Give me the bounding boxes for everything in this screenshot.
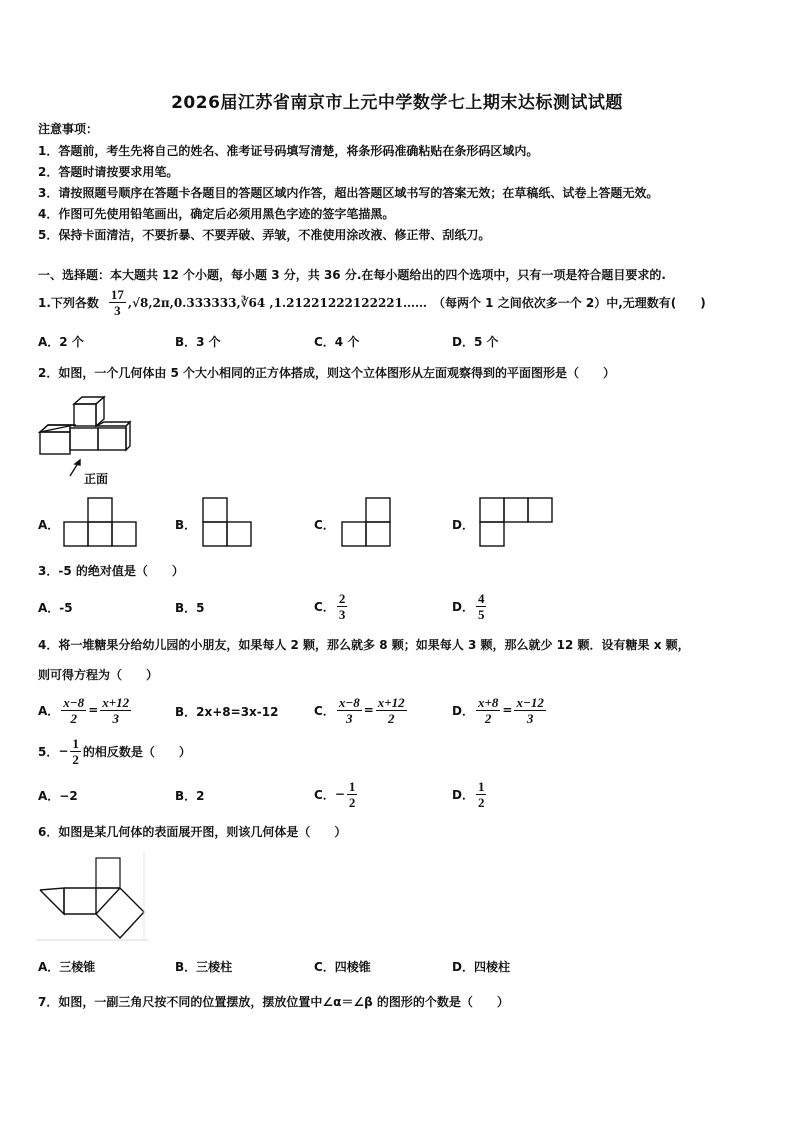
q5-option-c-fraction bbox=[347, 779, 358, 810]
frac-den: 2 bbox=[484, 710, 492, 726]
q6-net-figure bbox=[36, 852, 148, 942]
frac-num: x+8 bbox=[477, 694, 499, 710]
notice-item-1: 1．答题前，考生先将自己的姓名、准考证号码填写清楚，将条形码准确粘贴在条形码区域内。 bbox=[38, 144, 539, 158]
q3-option-c bbox=[314, 588, 349, 624]
frac-num: 2 bbox=[338, 590, 346, 606]
q5-option-c-label: C． bbox=[314, 787, 335, 802]
q5-fraction bbox=[70, 736, 81, 767]
q2-option-d-figure[interactable] bbox=[478, 496, 554, 550]
frac-den: 2 bbox=[348, 794, 356, 810]
notice-heading: 注意事项： bbox=[38, 122, 99, 136]
q1-suffix: （每两个 1 之间依次多一个 2）中,无理数有( ) bbox=[433, 296, 706, 310]
equals-sign: = bbox=[502, 703, 513, 717]
minus-sign: − bbox=[334, 787, 345, 801]
q4-option-c bbox=[314, 692, 409, 728]
q1-prefix: 1.下列各数 bbox=[38, 296, 99, 310]
frac-den: 3 bbox=[338, 606, 346, 622]
q6-option-c: C．四棱锥 bbox=[314, 960, 371, 974]
q4-option-c-label: C． bbox=[314, 703, 335, 718]
q3-option-d-label: D． bbox=[452, 599, 474, 614]
q5-prefix: 5． bbox=[38, 744, 59, 759]
q4-option-a-label: A． bbox=[38, 703, 60, 718]
notice-item-3: 3．请按照题号顺序在答题卡各题目的答题区域内作答，超出答题区域书写的答案无效；在草稿纸、试卷上答题无效。 bbox=[38, 186, 659, 200]
equals-sign: = bbox=[363, 703, 374, 717]
q3-option-c-fraction bbox=[337, 591, 348, 622]
frac-den: 2 bbox=[72, 751, 79, 767]
frac-den: 5 bbox=[477, 606, 485, 622]
q5-option-b: B．2 bbox=[175, 789, 205, 803]
frac-den: 3 bbox=[346, 710, 353, 726]
q5-option-d-fraction bbox=[476, 779, 487, 810]
frac-num: 1 bbox=[348, 778, 356, 794]
frac-num: x+12 bbox=[377, 694, 405, 710]
q1-frac-num: 17 bbox=[110, 287, 124, 302]
q4-option-b: B．2x+8=3x-12 bbox=[175, 705, 279, 719]
q2-option-c-label: C． bbox=[314, 518, 335, 532]
notice-item-5: 5．保持卡面清洁，不要折暴、不要弄破、弄皱，不准使用涂改液、修正带、刮纸刀。 bbox=[38, 228, 491, 242]
q3-option-b: B．5 bbox=[175, 601, 205, 615]
q4-a-right-fraction bbox=[100, 695, 131, 726]
q5-option-d bbox=[452, 776, 488, 812]
notice-item-2: 2．答题时请按要求用笔。 bbox=[38, 165, 179, 179]
frac-den: 3 bbox=[112, 710, 119, 726]
frac-den: 3 bbox=[526, 710, 534, 726]
q1-fraction bbox=[109, 287, 126, 318]
question-7: 7．如图，一副三角尺按不同的位置摆放，摆放位置中∠α＝∠β 的图形的个数是（ ） bbox=[38, 995, 509, 1009]
page-title: 2026届江苏省南京市上元中学数学七上期末达标测试试题 bbox=[171, 93, 623, 113]
q5-option-a: A．−2 bbox=[38, 789, 78, 803]
frac-num: 1 bbox=[72, 735, 79, 751]
q3-option-c-label: C． bbox=[314, 599, 335, 614]
q3-option-d-fraction bbox=[476, 591, 487, 622]
q6-option-d: D．四棱柱 bbox=[452, 960, 510, 974]
q2-option-d-label: D． bbox=[452, 518, 474, 532]
frac-num: x−12 bbox=[516, 694, 544, 710]
q1-option-c: C．4 个 bbox=[314, 335, 360, 349]
q1-option-b: B．3 个 bbox=[175, 335, 221, 349]
q6-option-a: A．三棱锥 bbox=[38, 960, 96, 974]
question-6: 6．如图是某几何体的表面展开图，则该几何体是（ ） bbox=[38, 825, 347, 839]
q5-option-c bbox=[314, 776, 359, 812]
section-heading: 一、选择题：本大题共 12 个小题，每小题 3 分，共 36 分.在每小题给出的四个选项中，只有一项是符合题目要求的. bbox=[38, 268, 666, 282]
q4-a-left-fraction bbox=[61, 695, 86, 726]
q4-d-left-fraction bbox=[476, 695, 500, 726]
q4-c-right-fraction bbox=[376, 695, 407, 726]
q2-front-label: 正面 bbox=[84, 472, 109, 486]
frac-num: 4 bbox=[477, 590, 485, 606]
equals-sign: = bbox=[88, 703, 99, 717]
question-3: 3．-5 的绝对值是（ ） bbox=[38, 564, 184, 578]
q2-option-b-figure[interactable] bbox=[201, 496, 255, 550]
q5-option-d-label: D． bbox=[452, 787, 474, 802]
frac-num: x+12 bbox=[102, 694, 130, 710]
q2-option-a-figure[interactable] bbox=[62, 496, 138, 550]
q2-option-b-label: B． bbox=[175, 518, 197, 532]
q1-option-d: D．5 个 bbox=[452, 335, 499, 349]
frac-den: 2 bbox=[477, 794, 485, 810]
question-1 bbox=[38, 287, 706, 318]
frac-num: x−8 bbox=[338, 694, 360, 710]
q2-option-a-label: A． bbox=[38, 518, 60, 532]
q1-frac-den: 3 bbox=[114, 303, 121, 318]
q4-option-a bbox=[38, 692, 133, 728]
notice-item-4: 4．作图可先使用铅笔画出，确定后必须用黑色字迹的签字笔描黑。 bbox=[38, 207, 395, 221]
q6-option-b: B．三棱柱 bbox=[175, 960, 233, 974]
q2-option-c-figure[interactable] bbox=[340, 496, 394, 550]
frac-den: 2 bbox=[70, 710, 77, 726]
question-5 bbox=[38, 733, 191, 769]
question-4-line-1: 4．将一堆糖果分给幼儿园的小朋友，如果每人 2 颗，那么就多 8 颗；如果每人 3 颗，那么就少 12 颗．设有糖果 x 颗， bbox=[38, 638, 690, 652]
question-4-line-2: 则可得方程为（ ） bbox=[38, 668, 159, 682]
q1-expression: ,√8,2π,0.333333,∛64 ,1.21221222122221…… bbox=[127, 295, 427, 310]
q4-option-d-label: D． bbox=[452, 703, 474, 718]
frac-num: x−8 bbox=[63, 694, 85, 710]
q4-d-right-fraction bbox=[514, 695, 545, 726]
minus-sign: − bbox=[58, 744, 69, 758]
q3-option-a: A．-5 bbox=[38, 601, 73, 615]
q4-option-d bbox=[452, 692, 548, 728]
q5-suffix: 的相反数是（ ） bbox=[82, 744, 191, 759]
question-2: 2．如图，一个几何体由 5 个大小相同的正方体搭成，则这个立体图形从左面观察得到的平面图形是（ ） bbox=[38, 366, 616, 380]
q1-option-a: A．2 个 bbox=[38, 335, 84, 349]
frac-num: 1 bbox=[477, 778, 485, 794]
q3-option-d bbox=[452, 588, 488, 624]
frac-den: 2 bbox=[387, 710, 395, 726]
q4-c-left-fraction bbox=[337, 695, 362, 726]
